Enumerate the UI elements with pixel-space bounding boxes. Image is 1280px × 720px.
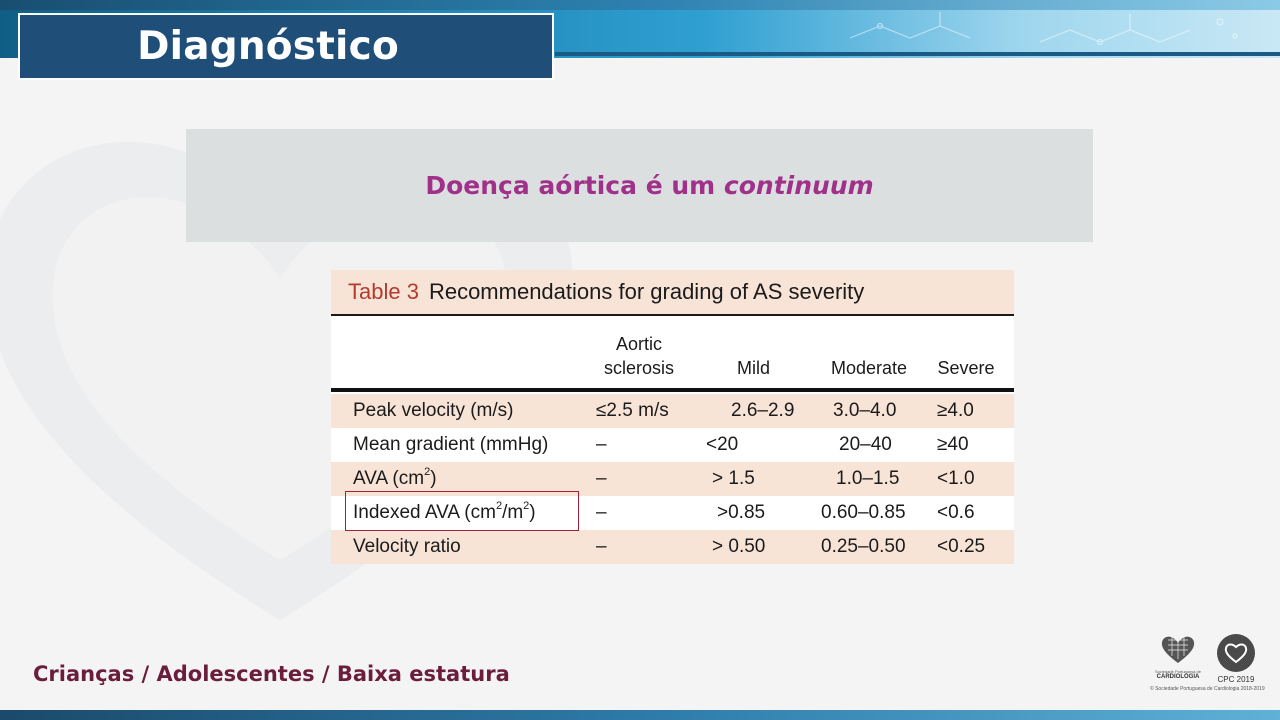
table-row <box>331 394 1014 428</box>
spc-line1: Sociedade Portuguesa de <box>1154 669 1202 674</box>
copyright-text: © Sociedade Portuguesa de Cardiologia 2018-2019 <box>1150 686 1265 692</box>
row-label: Mean gradient (mmHg) <box>353 434 549 455</box>
subtitle-italic: continuum <box>723 171 874 200</box>
cell-severe: ≥40 <box>937 434 969 455</box>
cell-mild: >0.85 <box>717 502 766 523</box>
subtitle <box>425 171 873 200</box>
header-severe: Severe <box>937 358 995 378</box>
row-label: Velocity ratio <box>353 536 461 557</box>
heart-outline-icon <box>1224 642 1248 664</box>
spc-logo <box>1152 634 1204 681</box>
cell-mild: > 0.50 <box>712 536 766 557</box>
cpc-logo <box>1214 634 1258 684</box>
table-caption <box>331 270 1014 316</box>
table-row <box>331 530 1014 564</box>
subtitle-box <box>186 129 1093 242</box>
row-label: Indexed AVA $(cm^2/m^2)$ <box>353 500 536 523</box>
cell-moderate: 3.0–4.0 <box>833 400 897 421</box>
indexed-ava-highlight <box>345 491 579 531</box>
spc-name: CARDIOLOGIA <box>1156 674 1200 680</box>
molecule-decoration-icon <box>840 8 1260 54</box>
cell-mild: > 1.5 <box>712 468 755 489</box>
cell-mild: 2.6–2.9 <box>731 400 795 421</box>
page-title: Diagnóstico <box>137 24 399 69</box>
cell-sclerosis: – <box>596 468 607 489</box>
table-row <box>331 428 1014 462</box>
row-label: Peak velocity (m/s) <box>353 400 514 421</box>
cell-sclerosis: – <box>596 502 607 523</box>
table-header <box>331 316 1014 392</box>
cpc-circle <box>1217 634 1255 672</box>
cell-sclerosis: ≤2.5 m/s <box>596 400 669 421</box>
bottom-bar <box>0 710 1280 720</box>
subtitle-text: Doença aórtica é um <box>425 171 724 200</box>
cell-mild: <20 <box>706 434 739 455</box>
cell-moderate: 1.0–1.5 <box>836 468 900 489</box>
cpc-label: CPC 2019 <box>1217 675 1255 684</box>
header-aortic-sclerosis: Aortic sclerosis <box>603 334 674 378</box>
cell-severe: <0.6 <box>937 502 975 523</box>
title-box <box>18 13 554 80</box>
row-label: AVA $(cm^2)$ <box>353 466 437 489</box>
cell-severe: <0.25 <box>937 536 986 557</box>
cell-moderate: 0.25–0.50 <box>821 536 906 557</box>
header-moderate: Moderate <box>830 358 908 378</box>
table-number: Table 3 <box>348 279 419 304</box>
heart-icon <box>1160 634 1196 664</box>
cell-moderate: 0.60–0.85 <box>821 502 906 523</box>
cell-severe: ≥4.0 <box>937 400 974 421</box>
cell-severe: <1.0 <box>937 468 975 489</box>
cell-sclerosis: – <box>596 434 607 455</box>
as-severity-table <box>331 270 1014 562</box>
banner-bottom-line <box>555 52 1280 56</box>
header-mild: Mild <box>736 358 770 378</box>
cell-moderate: 20–40 <box>839 434 892 455</box>
cell-sclerosis: – <box>596 536 607 557</box>
footer-topic: Crianças / Adolescentes / Baixa estatura <box>33 662 510 686</box>
table-caption-text: Recommendations for grading of AS severity <box>428 279 865 304</box>
